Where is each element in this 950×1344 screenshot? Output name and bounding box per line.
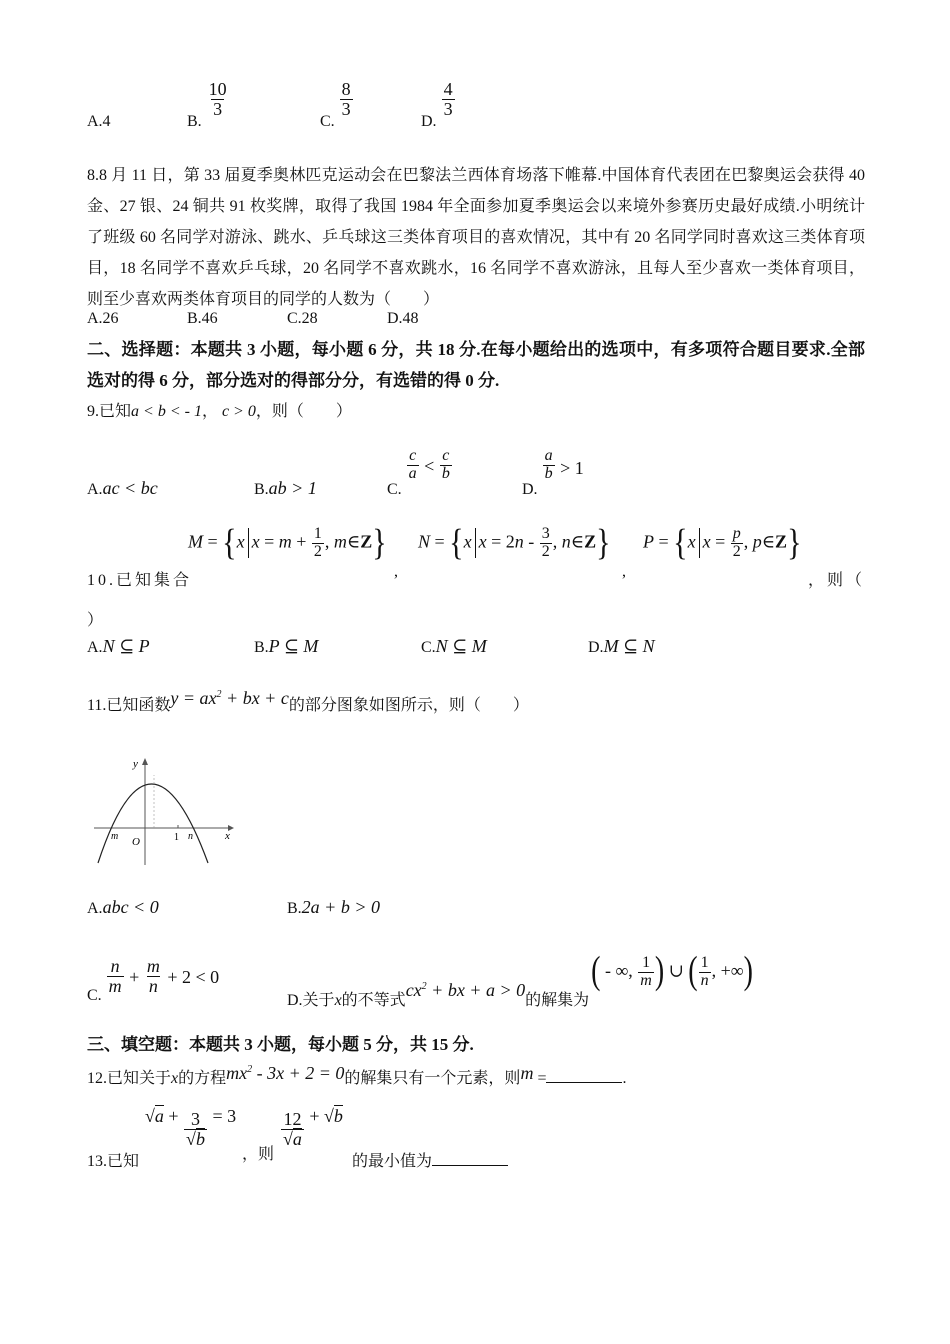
q10-stem-tail: ） <box>87 612 104 629</box>
q12-answer-blank[interactable] <box>546 1066 622 1083</box>
q10-comma-2: , <box>622 563 626 580</box>
q10-stem-prefix: 10.已知集合 <box>87 572 193 589</box>
graph-m-label: m <box>111 831 119 842</box>
q10-option-a: A.N ⊆ P <box>87 636 150 656</box>
q9-option-c: C. $\frac{c}{a}$ < $\frac{c}{b}$ <box>387 447 450 498</box>
q7-option-b: B. $\frac{10}{3}$ <box>187 79 227 130</box>
section-2-heading: 二、选择题：本题共 3 小题，每小题 6 分，共 18 分.在每小题给出的选项中，有多项符合题目要求.全部选对的得 6 分，部分选对的得部分分，有选错的得 0 分. <box>87 340 865 390</box>
section-3-heading: 三、填空题：本题共 3 小题，每小题 5 分，共 15 分. <box>87 1035 474 1054</box>
graph-x-label: x <box>225 830 230 842</box>
q9-option-b: B.ab > 1 <box>254 478 317 498</box>
q8-stem: 8.8 月 11 日，第 33 届夏季奥林匹克运动会在巴黎法兰西体育场落下帷幕.中国体育代表团在巴黎奥运会获得 40 金、27 银、24 铜共 91 枚奖牌，取得了我国 1984 年全面参加夏季奥运会以来境外参赛历史最好成绩.小明统计了班级 60 名同学对游泳、跳水、乒乓球这三类体育项目的喜欢情况，其中有 20 名同学同时喜欢这三类体育项目，18 名同学不喜欢乒乓球，20 名同学不喜欢跳水，16 名同学不喜欢游泳，且每人至少喜欢一类体育项目，则至少喜欢两类体育项目的同学的人数为（ ） <box>87 167 865 308</box>
q13-answer-blank[interactable] <box>432 1149 508 1166</box>
q11-stem: 11.已知函数$y = ax^2$ + bx + c的部分图象如图所示，则（ ） <box>87 688 529 714</box>
q10-option-d: D.M ⊆ N <box>588 636 655 656</box>
q10-option-c: C.N ⊆ M <box>421 636 487 656</box>
q10-set-p: P = {x x = $\frac{p}{2}$ , p∈Z} <box>643 522 802 564</box>
q7-option-a: A.4 <box>87 113 111 130</box>
q9-option-d: D. $\frac{a}{b}$ > 1 <box>522 447 584 498</box>
q12-equation: $mx^2 - 3x + 2 = 0$ <box>226 1063 345 1083</box>
q13-mid: ，则 <box>242 1146 275 1163</box>
q10-option-b: B.P ⊆ M <box>254 636 319 656</box>
q10-comma-1: , <box>394 563 398 580</box>
q9-condition-1: a < b < - 1 <box>131 403 202 420</box>
graph-origin-label: O <box>132 836 140 848</box>
q9-option-a: A.ac < bc <box>87 478 158 498</box>
q13-expression: $\frac{12}{√a}$ + √b <box>283 1105 343 1149</box>
q7-option-d: D. $\frac{4}{3}$ <box>421 79 453 130</box>
q9-stem: 9.已知a < b < - 1， c > 0，则（ ） <box>87 403 352 420</box>
q8-option-d: D.48 <box>387 310 419 327</box>
graph-n-label: n <box>188 831 193 842</box>
q11-option-a: A.abc < 0 <box>87 897 159 917</box>
q8-option-c: C.28 <box>287 310 318 327</box>
q7-option-c: C. $\frac{8}{3}$ <box>320 79 351 130</box>
q8-option-a: A.26 <box>87 310 119 327</box>
q10-set-m: M = {x x = m + $\frac{1}{2}$ , m∈Z} <box>188 522 387 564</box>
q10-set-n: N = {x x = 2n - $\frac{3}{2}$ , n∈Z} <box>418 522 611 564</box>
q13-prefix: 13.已知 <box>87 1153 140 1170</box>
q10-stem-suffix: ，则（ <box>808 572 866 589</box>
graph-one-label: 1 <box>174 832 179 843</box>
q11-parabola-graph <box>88 755 238 867</box>
q9-condition-2: c > 0 <box>221 403 256 420</box>
q11-option-d: D.关于x的不等式$cx^2$ + bx + a > 0的解集为( - ∞, $\frac{1}{m}$ ) ∪ ( $\frac{1}{n}$ , +∞) <box>287 949 753 1009</box>
q11-function: $y = ax^2$ + bx + c <box>170 688 289 708</box>
q12-stem: 12.已知关于x的方程$mx^2 - 3x + 2 = 0$的解集只有一个元素，则m = . <box>87 1063 627 1087</box>
q8-option-b: B.46 <box>187 310 218 327</box>
q13-after: 的最小值为 <box>352 1148 508 1171</box>
q13-condition: √a + $\frac{3}{√b}$ = 3 <box>145 1105 237 1149</box>
q11-option-c: C. $\frac{n}{m}$ + $\frac{m}{n}$ + 2 < 0 <box>87 956 220 1004</box>
graph-y-label: y <box>133 758 138 770</box>
q11-option-b: B.2a + b > 0 <box>287 897 380 917</box>
